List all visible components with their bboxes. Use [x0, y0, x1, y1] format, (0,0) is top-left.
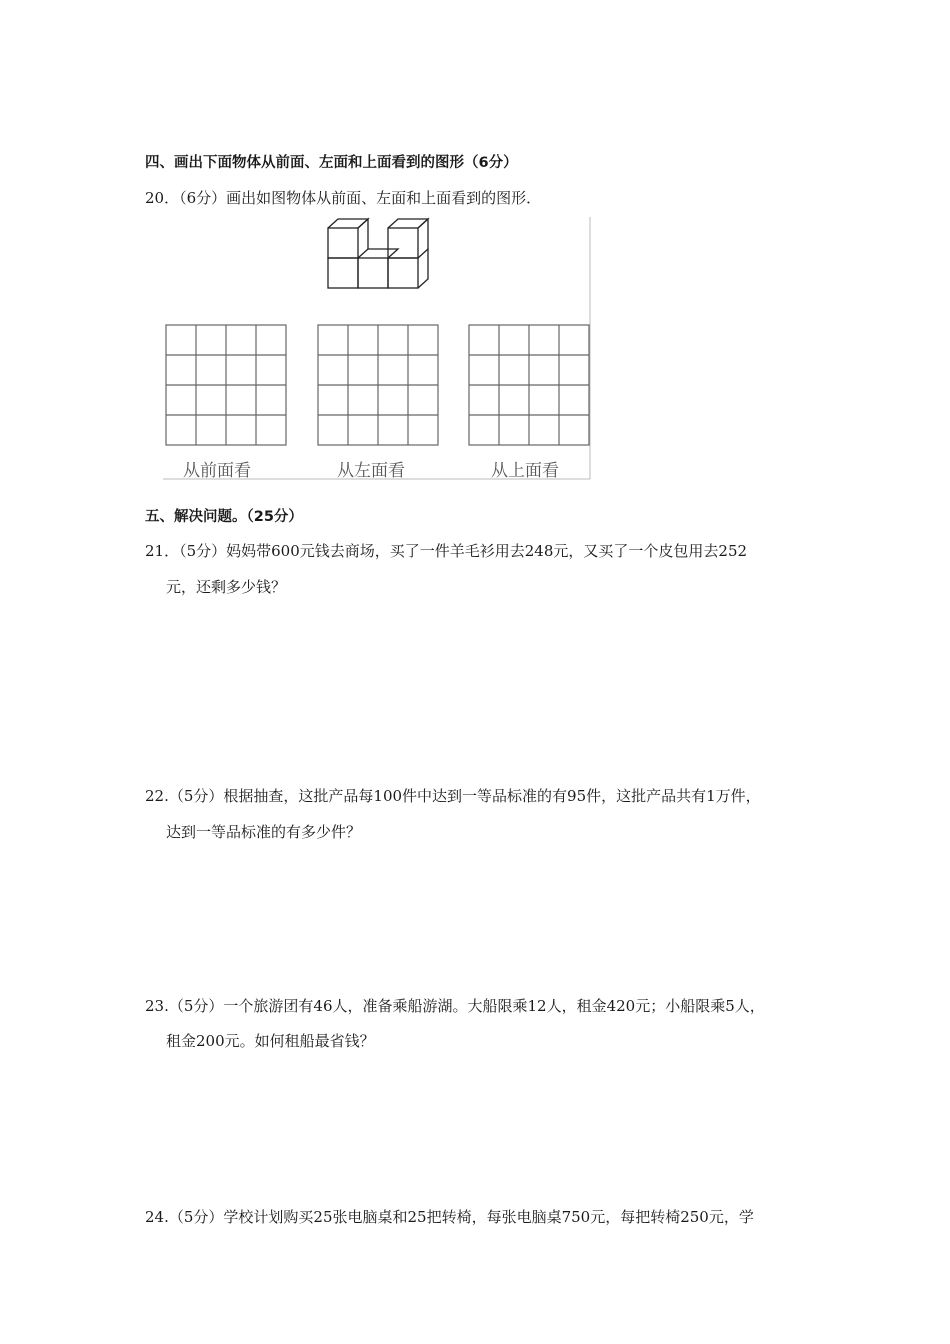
question-23-line-1: 23.（5分）一个旅游团有46人，准备乘船游湖。大船限乘12人，租金420元；小船限乘5人， [145, 997, 765, 1015]
question-23-line-2: 租金200元。如何租船最省钱？ [166, 1032, 375, 1050]
question-21-line-1: 21．（5分）妈妈带600元钱去商场，买了一件羊毛衫用去248元，又买了一个皮包用去252 [145, 542, 748, 560]
front-view-grid [166, 325, 286, 445]
question-20-text: 20．（6分）画出如图物体从前面、左面和上面看到的图形． [145, 189, 542, 207]
top-view-grid [469, 325, 589, 445]
question-22-line-1: 22.（5分）根据抽查，这批产品每100件中达到一等品标准的有95件，这批产品共有1万件， [145, 787, 761, 805]
question-21-line-2: 元，还剩多少钱？ [166, 578, 287, 596]
caption-top-view: 从上面看 [491, 461, 559, 481]
three-views-figure [163, 217, 591, 481]
left-view-grid [318, 325, 438, 445]
question-24-line-1: 24.（5分）学校计划购买25张电脑桌和25把转椅，每张电脑桌750元，每把转椅250元，学 [145, 1208, 754, 1226]
three-views-figure-svg [163, 217, 591, 481]
cube-object-drawing [328, 219, 428, 288]
caption-left-view: 从左面看 [337, 461, 405, 481]
caption-front-view: 从前面看 [183, 461, 251, 481]
question-22-line-2: 达到一等品标准的有多少件？ [166, 823, 362, 841]
section-4-heading: 四、画出下面物体从前面、左面和上面看到的图形（6分） [145, 155, 518, 171]
section-5-heading: 五、解决问题。（25分） [145, 509, 303, 525]
